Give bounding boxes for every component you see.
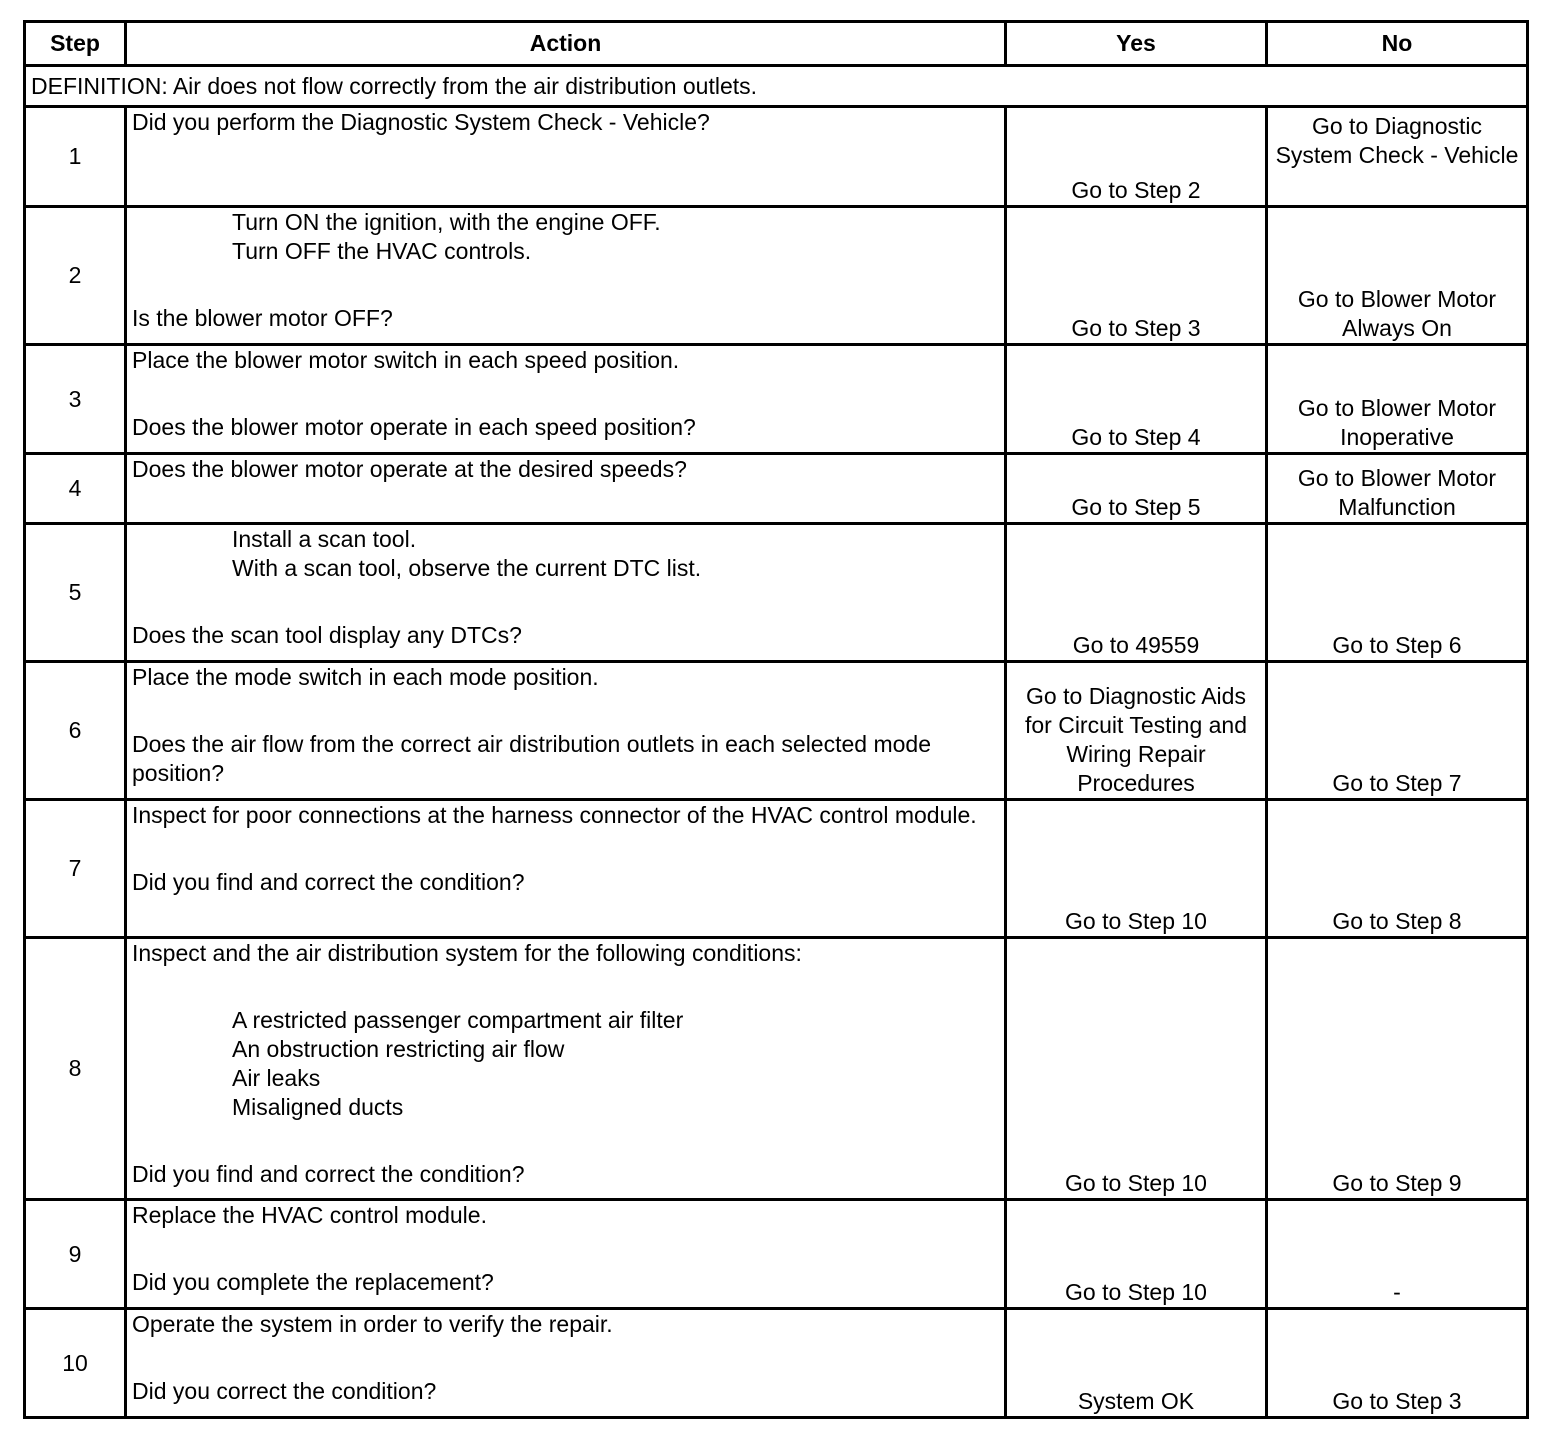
definition-row [25,66,1528,107]
header-row [25,22,1528,66]
no-cell: Go to Step 7 [1267,662,1528,800]
table-row [25,454,1528,524]
step-number: 3 [25,345,126,454]
yes-cell: Go to Step 10 [1006,800,1267,938]
action-line: An obstruction restricting air flow [232,1036,565,1062]
yes-cell: Go to Step 5 [1006,454,1267,524]
action-cell [126,1200,1006,1309]
action-line: Install a scan tool. [232,526,417,552]
action-question: Is the blower motor OFF? [132,305,393,331]
no-cell: Go to Step 8 [1267,800,1528,938]
no-cell: Go to Step 9 [1267,938,1528,1200]
action-question: Does the blower motor operate in each speed position? [132,414,696,440]
step-number: 8 [25,938,126,1200]
action-line: Turn ON the ignition, with the engine OFF. [232,209,661,235]
step-number: 6 [25,662,126,800]
action-question: Did you find and correct the condition? [132,869,525,895]
table-row [25,1309,1528,1418]
action-line: A restricted passenger compartment air filter [232,1007,684,1033]
definition-text: DEFINITION: Air does not flow correctly from the air distribution outlets. [25,66,1528,107]
action-cell [126,107,1006,207]
step-number: 9 [25,1200,126,1309]
action-line: Place the blower motor switch in each speed position. [132,347,680,373]
no-cell: Go to Blower Motor Malfunction [1267,454,1528,524]
action-cell [126,800,1006,938]
step-number: 5 [25,524,126,662]
header-action: Action [126,22,1006,66]
action-line: Inspect for poor connections at the harness connector of the HVAC control module. [132,802,977,828]
table-row [25,524,1528,662]
diagnostic-table [23,20,1529,1419]
step-number: 1 [25,107,126,207]
yes-cell: Go to Step 10 [1006,938,1267,1200]
no-cell: Go to Diagnostic System Check - Vehicle [1267,107,1528,207]
header-no: No [1267,22,1528,66]
no-cell: - [1267,1200,1528,1309]
action-cell [126,938,1006,1200]
yes-cell: Go to Step 3 [1006,207,1267,345]
yes-cell: Go to Step 10 [1006,1200,1267,1309]
step-number: 4 [25,454,126,524]
yes-cell: Go to 49559 [1006,524,1267,662]
action-question: Did you complete the replacement? [132,1269,494,1295]
no-cell: Go to Step 3 [1267,1309,1528,1418]
action-line: With a scan tool, observe the current DTC list. [232,555,702,581]
action-question: Did you correct the condition? [132,1378,437,1404]
table-row [25,938,1528,1200]
yes-cell: System OK [1006,1309,1267,1418]
action-question: Does the air flow from the correct air distribution outlets in each selected mode position? [132,731,931,786]
table-row [25,1200,1528,1309]
action-cell [126,662,1006,800]
action-line: Replace the HVAC control module. [132,1202,487,1228]
action-line: Air leaks [232,1065,321,1091]
action-intro: Inspect and the air distribution system for the following conditions: [132,940,802,966]
action-cell [126,454,1006,524]
no-cell: Go to Step 6 [1267,524,1528,662]
action-cell [126,207,1006,345]
action-question: Does the scan tool display any DTCs? [132,622,522,648]
table-row [25,662,1528,800]
yes-cell: Go to Step 4 [1006,345,1267,454]
action-line: Did you perform the Diagnostic System Check - Vehicle? [132,109,710,135]
step-number: 7 [25,800,126,938]
action-question: Did you find and correct the condition? [132,1161,525,1187]
action-cell [126,524,1006,662]
yes-cell: Go to Diagnostic Aids for Circuit Testing and Wiring Repair Procedures [1006,662,1267,800]
table-row [25,800,1528,938]
no-cell: Go to Blower Motor Always On [1267,207,1528,345]
action-cell [126,345,1006,454]
table-row [25,345,1528,454]
header-yes: Yes [1006,22,1267,66]
action-line: Place the mode switch in each mode position. [132,664,599,690]
no-cell: Go to Blower Motor Inoperative [1267,345,1528,454]
action-line: Turn OFF the HVAC controls. [232,238,532,264]
action-cell [126,1309,1006,1418]
table-row [25,107,1528,207]
step-number: 2 [25,207,126,345]
step-number: 10 [25,1309,126,1418]
header-step: Step [25,22,126,66]
table-row [25,207,1528,345]
yes-cell: Go to Step 2 [1006,107,1267,207]
action-line: Misaligned ducts [232,1094,404,1120]
action-line: Does the blower motor operate at the desired speeds? [132,456,687,482]
action-line: Operate the system in order to verify the repair. [132,1311,613,1337]
